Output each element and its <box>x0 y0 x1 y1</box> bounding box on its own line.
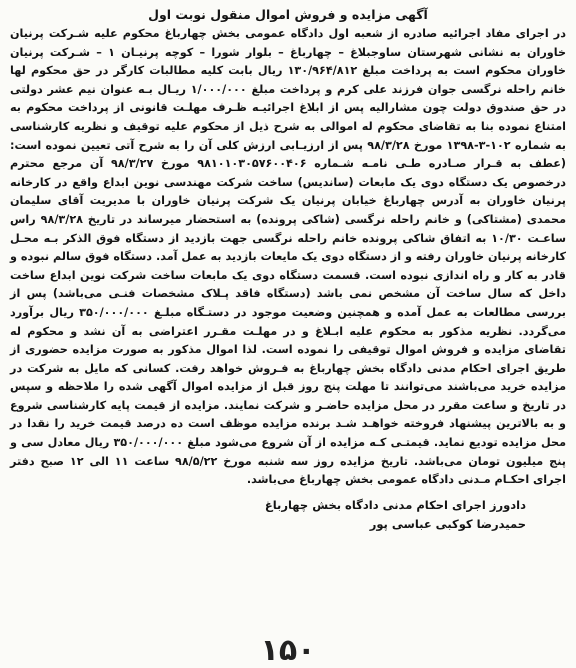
notice-body-text: در اجرای مفاد اجرائیه صادره از شعبه اول دادگاه عمومی بخش چهارباغ محکوم علیه شـرکت پرنیان خاوران به نشانی شهرستان ساوجبلاغ – چهارباغ – بلوار شورا – کوچه پرنیـان ۱ – شـرکت پرنیان خاوران محکوم است به پرداخت مبلغ ۱۳۰/۹۶۴/۸۱۲ ریال بابت کلیه مطالبات کارگر در حق محکوم لها خانم راحله نرگسی جوان فرزند علی کرم و پرداخت مبلغ ۱/۰۰۰/۰۰۰ ریـال بـه عنوان نیم عشر دولتی در حق صندوق دولت چون مشارالیه پس از ابلاغ اجرائیـه ظـرف مهلـت قانونی از پرداخت محکوم به امتناع نموده بنا به تقاضای محکوم له اموالی به شرح ذیل از محکوم علیه توقیف و نظریه کارشناسی به شماره ۱۰۲-۳-۱۳۹۸ مورخ ۹۸/۳/۲۸ پس از ارزیـابی ارزش کلی آن را به شرح آتی تعیین نموده است: (عطف به قـرار صـادره طـی نامـه شـماره ۹۸۱۰۱۰۳۰۵۷۶۰۰۴۰۶ مورخ ۹۸/۳/۲۷ آن مرجع محترم درخصوص یک دستگاه دوی یک مابعات (ساندیس) ساخت شرکت مهندسی نوین ابداع واقع در کارخانه پرنیان خاوران به آدرس چهارباغ خیابان پرنیان یک شرکت پرنیان خاوران با مدیریت آقای سلیمان محمدی (مشتاکی) و خانم راحله نرگسی (شاکی پرونده) به استحضار میرساند در تاریخ ۹۸/۳/۲۸ راس ساعـت ۱۰/۳۰ به اتفاق شاکی پرونده خانم راحله نرگسی جهت بازدید از دستگاه فوق الذکر بـه محـل کارخانه پرنیان خاوران رفته و از دستگاه دوی یک مایعات بازدید به عمل آمد. دستگاه فوق سالم نبوده و قادر به کار و راه اندازی نبوده است. قسمت دستگاه دوی یک مابعات ساخت شرکت نوین ابداع ساخت داخل که سال ساخت آن مشخص نمی باشد (دستگاه فاقد پـلاک مشخصات فنـی می‌باشد) پس از بررسی مطالعات به عمل آمده و همچنین وضعیت موجود در دستـگاه مبلـغ ۳۵۰/۰۰۰/۰۰۰ ریال برآورد می‌گردد. نظریه مذکور به محکوم علیه ابـلاغ و در مهلـت مقـرر اعتراضی به آن نشد و محکوم له تقاضای مزایده و فروش اموال توقیفی را نموده است. لذا اموال مذکور به صورت مزایده حضوری از طریق اجرای احکام مدنی دادگاه بخش چهارباغ به فـروش خواهد رفت. کسانی که مایل به شرکت در مزایده خرید می‌باشند می‌توانند تا مهلت پنج روز قبل از مزایده اموال آگهی شده را ملاحظه و سپس در تاریخ و ساعت مقرر در محل مزایده حاضـر و شرکت نمایند. مزایده از قیمت پایه کارشناسی شروع و به بالاترین پیشنهاد فروخته خواهـد شـد برنده مزایده موظف است ده درصد قیمت خرید را نقدا در محل مزایده تودیع نماید. قیمتـی کـه مزایده از آن شروع می‌شود مبلغ ۳۵۰/۰۰۰/۰۰۰ ریال معادل سی و پنج میلیون تومان می‌باشد. تاریخ مزایده روز سه شنبه مورخ ۹۸/۵/۲۲ ساعت ۱۱ الی ۱۲ صبح دفتر اجرای احکـام مـدنی دادگاه عمومی بخش چهارباغ می‌باشد. <box>10 27 567 487</box>
signature-officer-name: حمیدرضا کوکبی عباسی پور <box>369 516 526 531</box>
signature-block <box>10 496 566 534</box>
signature-officer-title: دادورز اجرای احکام مدنی دادگاه بخش چهارباغ <box>264 497 526 512</box>
notice-title: آگهی مزایده و فروش اموال منقول نوبت اول <box>148 7 428 22</box>
handwritten-number: ۱۵۰ <box>260 633 316 668</box>
